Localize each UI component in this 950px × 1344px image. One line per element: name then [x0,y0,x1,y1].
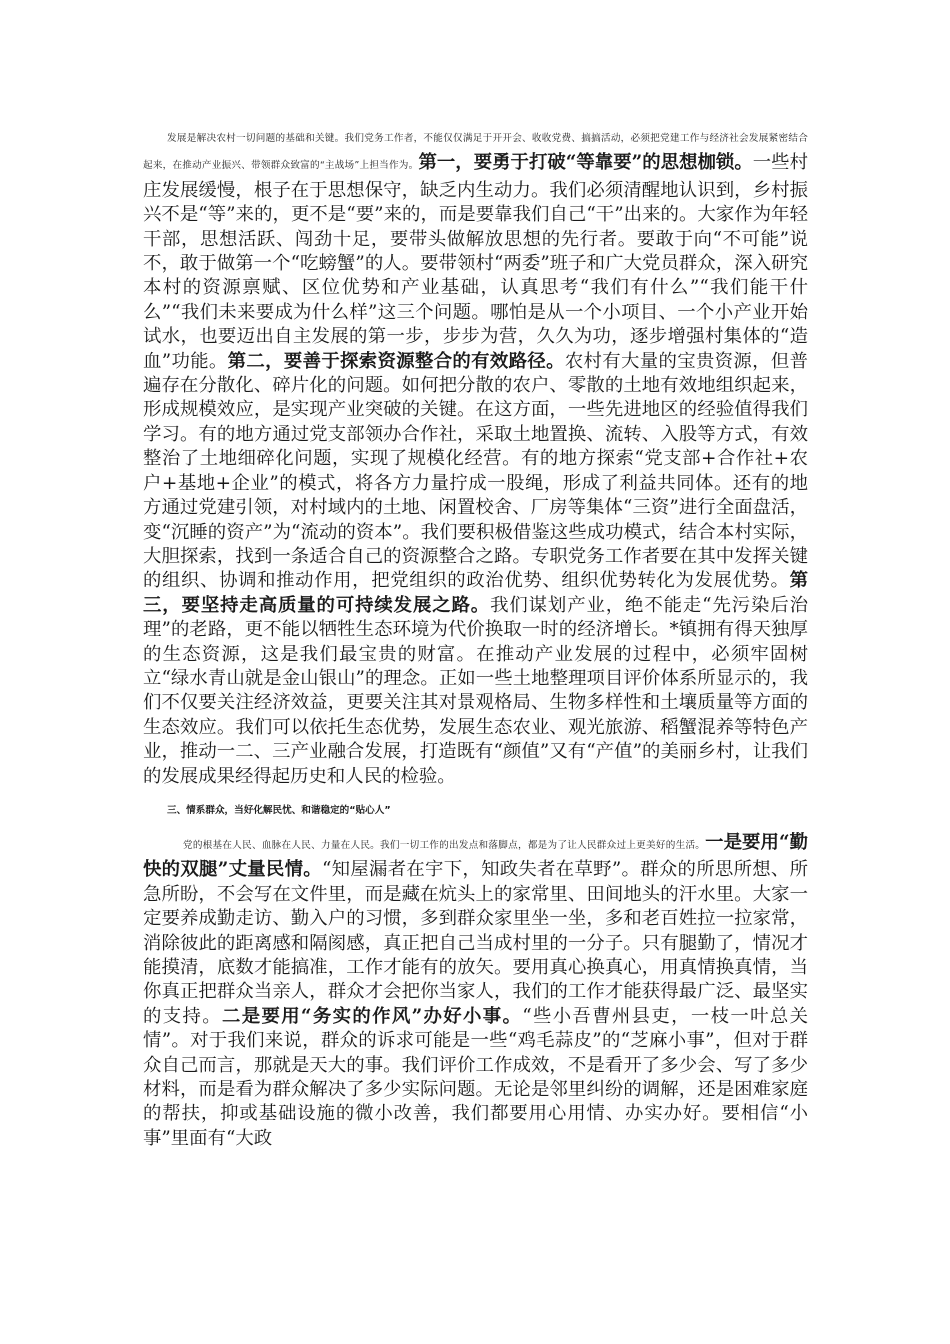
section-1-point-3-heading: 第三，要坚持走高质量的可持续发展之路。 [143,570,808,616]
section-2-heading: 三、情系群众，当好化解民忧、和谐稳定的“贴心人” [167,804,391,816]
document-body [143,124,808,1151]
section-1-point-1-text: 一些村庄发展缓慢，根子在于思想保守，缺乏内生动力。我们必须清醒地认识到，乡村振兴不是“等”来的，更不是“要”来的，而是要靠我们自己“干”出来的。大家作为年轻干部，思想活跃、闯劲十足，要带头做解放思想的先行者。要敢于向“不可能”说不，敢于做第一个“吃螃蟹”的人。要带领村“两委”班子和广大党员群众，深入研究本村的资源禀赋、区位优势和产业基础，认真思考“我们有什么”“我们能干什么”“我们未来要成为什么样”这三个问题。哪怕是从一个小项目、一个小产业开始试水，也要迈出自主发展的第一步，步步为营，久久为功，逐步增强村集体的“造血”功能。 [143,152,808,372]
section-1-point-3-text: 我们谋划产业，绝不能走“先污染后治理”的老路，更不能以牺牲生态环境为代价换取一时的经济增长。*镇拥有得天独厚的生态资源，这是我们最宝贵的财富。在推动产业发展的过程中，必须牢固树立“绿水青山就是金山银山”的理念。正如一些土地整理项目评价体系所显示的，我们不仅要关注经济效益，更要关注其对景观格局、生物多样性和土壤质量等方面的生态效应。我们可以依托生态优势，发展生态农业、观光旅游、稻蟹混养等特色产业，推动一二、三产业融合发展，打造既有“颜值”又有“产值”的美丽乡村，让我们的发展成果经得起历史和人民的检验。 [143,594,808,787]
section-1-point-2-text: 农村有大量的宝贵资源，但普遍存在分散化、碎片化的问题。如何把分散的农户、零散的土地有效地组织起来，形成规模效应，是实现产业突破的关键。在这方面，一些先进地区的经验值得我们学习。有的地方通过党支部领办合作社，采取土地置换、流转、入股等方式，有效整治了土地细碎化问题，实现了规模化经营。有的地方探索“党支部+合作社+农户+基地+企业”的模式，将各方力量拧成一股绳，形成了利益共同体。还有的地方通过党建引领，对村域内的土地、闲置校舍、厂房等集体“三资”进行全面盘活，变“沉睡的资产”为“流动的资本”。我们要积极借鉴这些成功模式，结合本村实际，大胆探索，找到一条适合自己的资源整合之路。专职党务工作者要在其中发挥关键的组织、协调和推动作用，把党组织的政治优势、组织优势转化为发展优势。 [143,350,808,592]
section-2-point-1-text: “知屋漏者在宇下，知政失者在草野”。群众的所思所想、所急所盼，不会写在文件里，而是藏在炕头上的家常里、田间地头的汗水里。大家一定要养成勤走访、勤入户的习惯，多到群众家里坐一坐，多和老百姓拉一拉家常，消除彼此的距离感和隔阂感，真正把自己当成村里的一分子。只有腿勤了，情况才能摸清，底数才能搞准，工作才能有的放矢。要用真心换真心，用真情换真情，当你真正把群众当亲人，群众才会把你当家人，我们的工作才能获得最广泛、最坚实的支持。 [143,859,808,1027]
section-1-lead: 发展是解决农村一切问题的基础和关键。我们党务工作者，不能仅仅满足于开开会、收收党费、搞搞活动，必须把党建工作与经济社会发展紧密结合起来，在推动产业振兴、带领群众致富的“主战场”上担当作为。 [143,133,808,172]
section-2-point-1-heading: 一是要用“勤快的双腿”丈量民情。 [143,831,808,881]
section-2-point-2-text: “些小吾曹州县吏，一枝一叶总关情”。对于我们来说，群众的诉求可能是一些“鸡毛蒜皮”的“芝麻小事”，但对于群众自己而言，那就是天大的事。我们评价工作成效，不是看开了多少会、写了多少材料，而是看为群众解决了多少实际问题。无论是邻里纠纷的调解，还是困难家庭的帮扶，抑或基础设施的微小改善，我们都要用心用情、办实办好。要相信“小事”里面有“大政 [143,1005,808,1149]
section-2-lead: 党的根基在人民、血脉在人民、力量在人民。我们一切工作的出发点和落脚点，都是为了让人民群众过上更美好的生活。 [183,839,706,851]
section-1-paragraph [143,124,808,789]
section-1-point-2-heading: 第二，要善于探索资源整合的有效路径。 [227,350,565,372]
section-1-point-1-heading: 第一，要勇于打破“等靠要”的思想枷锁。 [418,152,753,174]
section-spacer [143,823,808,831]
section-2-paragraph [143,831,808,1151]
section-2-point-2-heading: 二是要用“务实的作风”办好小事。 [221,1005,523,1027]
